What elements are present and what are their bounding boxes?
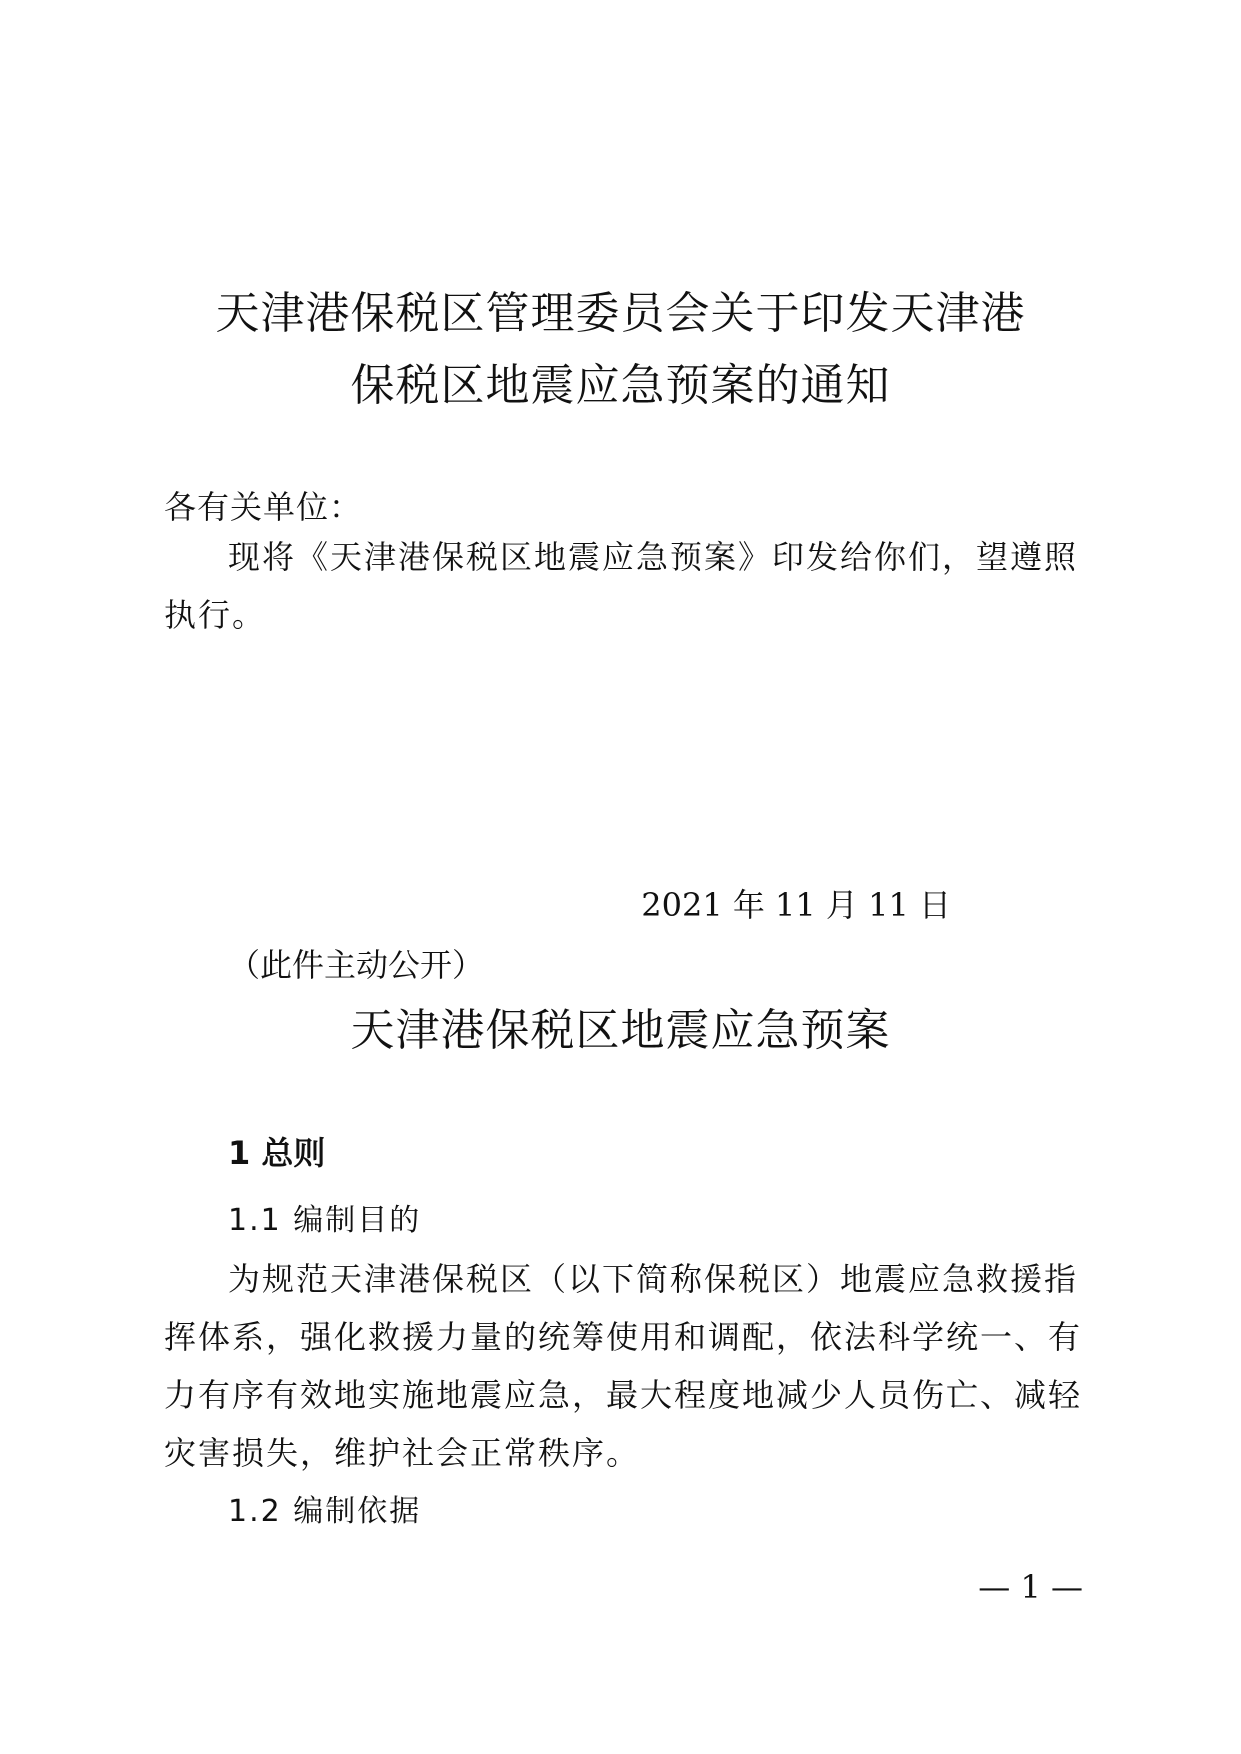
notice-title-line1: 天津港保税区管理委员会关于印发天津港 [215,288,1026,339]
notice-body: 现将《天津港保税区地震应急预案》印发给你们，望遵照执行。 [164,538,1079,634]
section-1-1-body: 为规范天津港保税区（以下简称保税区）地震应急救援指挥体系，强化救援力量的统筹使用和调配，依法科学统一、有力有序有效地实施地震应急，最大程度地减少人员伤亡、减轻灾害损失，维护社会正常秩序。 [164,1260,1083,1472]
section-1-1-heading: 1.1 编制目的 [228,1203,422,1238]
notice-date: 2021 年 11 月 11 日 [641,886,951,924]
public-note: （此件主动公开） [228,946,485,984]
plan-title: 天津港保税区地震应急预案 [350,1005,891,1056]
notice-title-line2: 保税区地震应急预案的通知 [350,360,891,411]
section-1-heading: 1 总则 [228,1134,326,1172]
page-number: — 1 — [978,1568,1083,1606]
notice-addressee: 各有关单位： [164,488,363,526]
section-1-2-heading: 1.2 编制依据 [228,1494,422,1529]
